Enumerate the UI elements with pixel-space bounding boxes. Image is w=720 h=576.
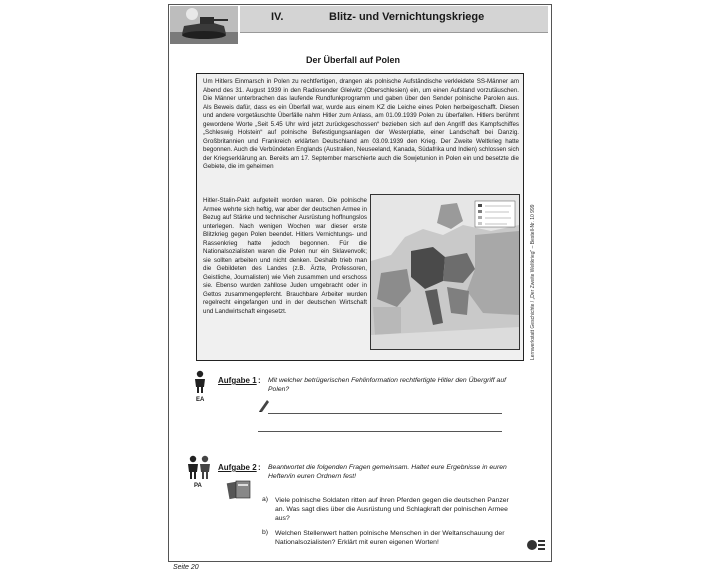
task2-item-b: Welchen Stellenwert hatten polnische Menschen in der Weltanschauung der Nationalsozialisten? Erklärt mit euren eigenen Worten! <box>275 530 505 546</box>
books-icon <box>226 478 252 500</box>
chapter-title: Blitz- und Vernichtungskriege <box>329 11 485 23</box>
article-title: Der Überfall auf Polen <box>306 55 401 65</box>
answer-line-2[interactable] <box>258 431 502 432</box>
pair-icon <box>186 455 212 481</box>
publisher-logo <box>526 536 546 554</box>
task1-mode-badge: EA <box>196 397 205 403</box>
task2-colon: : <box>258 463 261 472</box>
pencil-icon <box>258 398 270 412</box>
tank-photo <box>170 6 238 44</box>
article-paragraph-full: Um Hitlers Einmarsch in Polen zu rechtfertigen, drangen als polnische Aufständische verkleidete SS-Männer am Abend des 31. August 1939 in den Radiosender Gleiwitz (Oberschlesien) ein, um einen Aufstand vorzutäuschen. Die Männer unterbrachen das laufende Rundfunkprogramm und gaben über den Sender polnische Parolen aus. Als Beweis dafür, dass es ein Überfall war, wurde aus einem KZ die Leiche eines Polen herbeigeschafft. Diesen und andere vorgetäuschte Überfälle nahm Hitler zum Anlass, am 01.09.1939 Polen zu überfallen. Hitlers berühmt gewordene Worte „Seit 5.45 Uhr wird jetzt zurückgeschossen“ bezieben sich auf den Angriff des Kampfschiffes „Schleswig Holstein“ auf polnische Befestigungsanlagen der Westerplatte, einer Landschaft bei Danzig. Großbritannien und Frankreich erklärten Deutschland am 03.09.1939 den Krieg. Der Zweite Weltkrieg hatte begonnen. Auch die Verbündeten Englands (Australien, Neuseeland, Kanada, Südafrika und Indien) schlossen sich der Kriegserklärung an. Bereits am 17. September marschierte auch die Sowjetunion in Polen ein und besetzte die Gebiete, die im geheimen <box>203 78 519 170</box>
person-icon <box>193 370 207 394</box>
task2-instruction: Beantwortet die folgenden Fragen gemeinsam. Haltet eure Ergebnisse in euren Heften/in euren Ordnern fest! <box>268 464 507 480</box>
answer-line-1[interactable] <box>268 413 502 414</box>
chapter-number: IV. <box>271 11 284 23</box>
task2-label: Aufgabe 2 <box>218 463 257 472</box>
task2-item-b-label: b) <box>262 529 269 536</box>
page-number: Seite 20 <box>173 564 199 571</box>
task2-item-a-label: a) <box>262 496 269 503</box>
publisher-sidebar: Lernwerkstatt Geschichte / „Der Zweite Weltkrieg“ – Bestell-Nr. 10 999 <box>530 204 536 360</box>
article-paragraph-narrow: Hitler-Stalin-Pakt aufgeteilt worden waren. Die polnische Armee wehrte sich heftig, war aber der deutschen Armee in Bezug auf Stärke und technischer Ausrüstung hoffnungslos unterlegen. Nach wenigen Wochen war dieser erste Blitzkrieg gegen Polen beendet. Hitlers Vernichtungs- und Rassenkrieg hatte jedoch begonnen. Für die Nationalsozialisten waren die Polen nur ein Sklavenvolk; sie sollten arbeiten und nicht denken. Deshalb trieb man die Gebildeten des Landes (z.B. Ärzte, Professoren, Geistliche, Journalisten) wie Vieh zusammen und erschoss sie. Ebenso wurden zahllose Juden umgebracht oder in Gettos zusammengepfercht. Brauchbare Arbeiter wurden regelrecht eingefangen und in der deutschen Wirtschaft und Landwirtschaft eingesetzt. <box>203 197 367 315</box>
task2-item-a: Viele polnische Soldaten ritten auf ihren Pferden gegen die deutschen Panzer an. Was sagt dies über die Ausrüstung und Schlagkraft der polnischen Armee aus? <box>275 497 509 522</box>
task1-label: Aufgabe 1 <box>218 376 257 385</box>
task1-question: Mit welcher betrügerischen Fehlinformation rechtfertigte Hitler den Übergriff auf Polen? <box>268 377 506 393</box>
task2-mode-badge: PA <box>194 483 202 489</box>
task1-colon: : <box>258 376 261 385</box>
europe-map <box>370 194 520 350</box>
